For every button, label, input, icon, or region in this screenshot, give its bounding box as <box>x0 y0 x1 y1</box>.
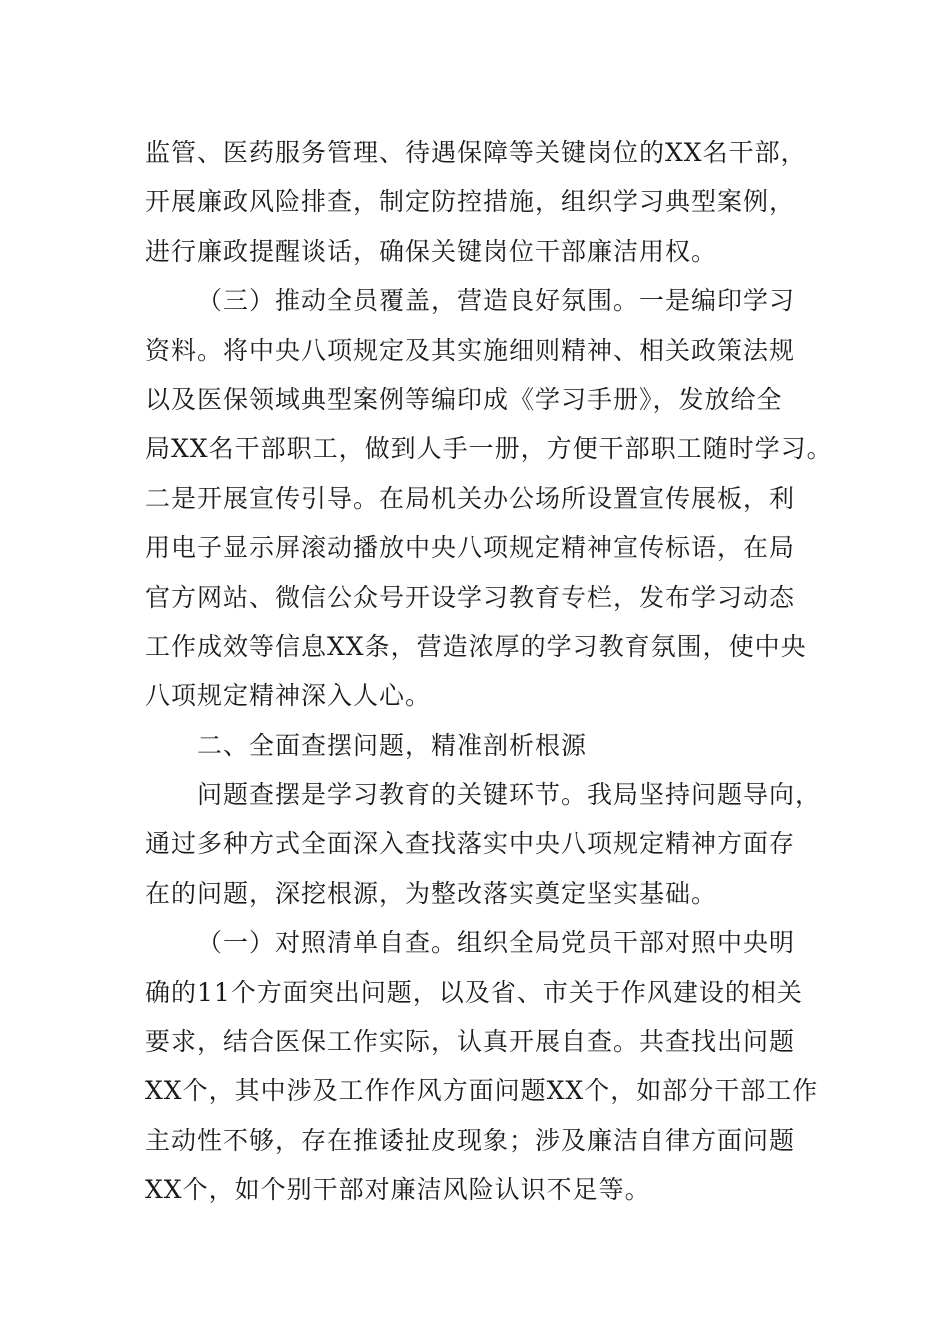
text-line: 官方网站、微信公众号开设学习教育专栏，发布学习动态 <box>145 582 796 612</box>
text-line: 主动性不够，存在推诿扯皮现象；涉及廉洁自律方面问题 <box>145 1125 796 1155</box>
paragraph-start-line: （三）推动全员覆盖，营造良好氛围。一是编印学习 <box>197 286 796 316</box>
text-line: 用电子显示屏滚动播放中央八项规定精神宣传标语，在局 <box>145 533 796 563</box>
text-line: XX个，其中涉及工作作风方面问题XX个，如部分干部工作 <box>145 1076 819 1106</box>
text-line: XX个，如个别干部对廉洁风险认识不足等。 <box>145 1175 651 1205</box>
paragraph-start-line: （一）对照清单自查。组织全局党员干部对照中央明 <box>197 928 796 958</box>
paragraph-start-line: 问题查摆是学习教育的关键环节。我局坚持问题导向， <box>197 780 822 810</box>
text-line: 开展廉政风险排查，制定防控措施，组织学习典型案例， <box>145 187 796 217</box>
section-heading: 二、全面查摆问题，精准剖析根源 <box>197 730 588 760</box>
document-body <box>145 128 833 1215</box>
text-line: 在的问题，深挖根源，为整改落实奠定坚实基础。 <box>145 878 718 908</box>
text-line: 二是开展宣传引导。在局机关办公场所设置宣传展板，利 <box>145 483 796 513</box>
text-line: 以及医保领域典型案例等编印成《学习手册》，发放给全 <box>145 384 783 414</box>
text-line: 通过多种方式全面深入查找落实中央八项规定精神方面存 <box>145 829 796 859</box>
text-line: 确的11个方面突出问题，以及省、市关于作风建设的相关 <box>145 977 803 1007</box>
text-line: 八项规定精神深入人心。 <box>145 681 432 711</box>
text-line: 局XX名干部职工，做到人手一册，方便干部职工随时学习。 <box>145 434 833 464</box>
text-line: 资料。将中央八项规定及其实施细则精神、相关政策法规 <box>145 335 796 365</box>
text-line: 工作成效等信息XX条，营造浓厚的学习教育氛围，使中央 <box>145 631 807 661</box>
text-line: 要求，结合医保工作实际，认真开展自查。共查找出问题 <box>145 1027 796 1057</box>
text-line: 监管、医药服务管理、待遇保障等关键岗位的XX名干部， <box>145 138 807 167</box>
text-line: 进行廉政提醒谈话，确保关键岗位干部廉洁用权。 <box>145 236 718 266</box>
